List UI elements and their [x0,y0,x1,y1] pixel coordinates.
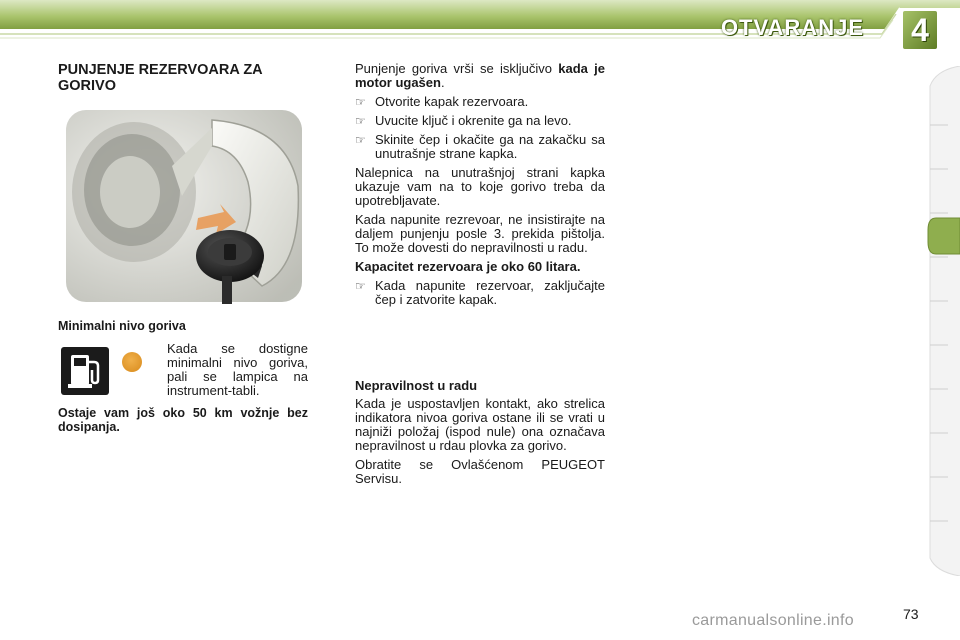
section-title: PUNJENJE REZERVOARA ZA GORIVO [58,62,263,94]
refuelling-instructions [355,62,605,312]
fault-heading: Nepravilnost u radu [355,378,478,393]
page-number: 73 [903,606,919,622]
header-band [0,0,960,52]
label-paragraph: Nalepnica na unutrašnjoj strani kapka ukazuje vam na to koje gorivo treba da upotrebljavate. [355,165,605,208]
chapter-title: OTVARANJE [720,15,864,40]
step-insert-key: ☞ Uvucite ključ i okrenite ga na levo. [355,113,572,128]
chapter-number: 4 [911,12,929,48]
pointing-hand-icon: ☞ [355,279,366,293]
fuel-cap-photo [62,106,306,306]
intro-paragraph: Punjenje goriva vrši se isključivo kada je motor ugašen. [355,61,605,90]
overfill-paragraph: Kada napunite rezrevoar, ne insistirajte na daljem punjenju posle 3. prekida pištolja. To može dovesti do nepravilnosti u radu. [355,212,605,255]
remaining-range-note: Ostaje vam još oko 50 km vožnje bez dosipanja. [58,406,308,434]
step-remove-cap: ☞ Skinite čep i okačite ga na zakačku sa unutrašnje strane kapka. [355,132,605,161]
fuel-pump-icon [58,344,112,398]
chapter-tabs [926,66,960,576]
pointing-hand-icon: ☞ [355,133,366,147]
service-contact: Obratite se Ovlašćenom PEUGEOT Servisu. [355,457,605,486]
watermark: carmanualsonline.info [692,612,854,629]
tank-capacity: Kapacitet rezervoara je oko 60 litara. [355,259,581,274]
step-close-cap: ☞ Kada napunite rezervoar, zaključajte čep i zatvorite kapak. [355,278,605,307]
step-open-flap: ☞ Otvorite kapak rezervoara. [355,94,529,109]
pointing-hand-icon: ☞ [355,95,366,109]
pointing-hand-icon: ☞ [355,114,366,128]
fault-section [355,379,605,491]
low-fuel-heading: Minimalni nivo goriva [58,319,186,333]
warning-lamp-icon [122,352,142,372]
fault-description: Kada je uspostavljen kontakt, ako strelica indikatora nivoa goriva ostane ili se vrati u najniži položaj (ispod nule) ona označava nepravilnost u rdau plovka za gorivo. [355,396,605,453]
low-fuel-description: Kada se dostigne minimalni nivo goriva, pali se lampica na instrument-tabli. [167,341,308,398]
